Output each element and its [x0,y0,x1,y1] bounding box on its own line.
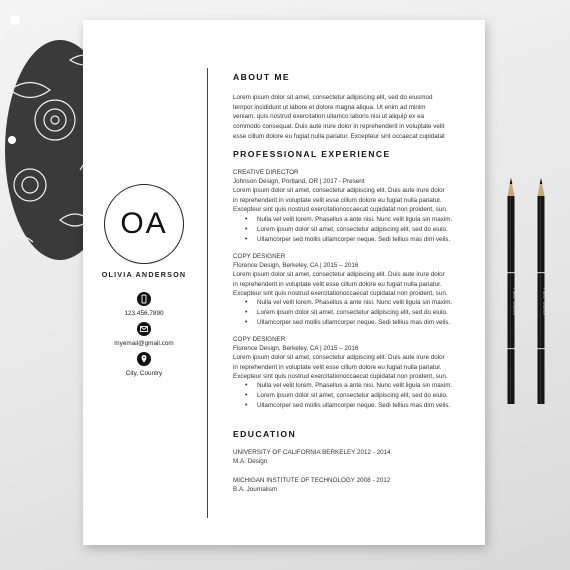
list-item: • Nulla vel velit lorem. Phasellus a ante nisi. Nunc velit ligula sin maxim. [245,298,465,308]
pencil-brand-label: Faber-Castell [512,288,517,316]
list-item: • Ullamcorper sed mollis ullamcorper neque. Sedi tellius mas dim velis. [245,401,465,411]
job-company: Florence Design, Berkeley, CA | 2015 – 2016 [233,345,359,352]
pencil-left [505,178,517,404]
job-title: COPY DESIGNER [233,253,286,260]
email-icon [137,322,151,336]
job-bullets [245,215,465,245]
phone-icon [137,292,151,306]
location-icon [137,352,151,366]
job-bullets [245,298,465,328]
list-item: • Nulla vel velit lorem. Phasellus a ante nisi. Nunc velit ligula sin maxim. [245,215,465,225]
education-heading: EDUCATION [233,429,297,439]
email-address: myemail@gmail.com [114,340,174,347]
job-description: Lorem ipsum dolor sit amet, consectetur adipiscing elit. Duis aute irure dolor in reprehenderit in voluptate velit esse cillum dolore eu fugiat nulla pariatur. Excepteur sint quis nostrud exercitationoccaecat cupidatat non proident, sun. [233,354,448,381]
job-description: Lorem ipsum dolor sit amet, consectetur adipiscing elit. Duis aute irure dolor in reprehenderit in voluptate velit esse cillum dolore eu fugiat nulla pariatur. Excepteur sint quis nostrud exercitationoccaecat cupidatat non proident, sun. [233,271,448,298]
job-title: CREATIVE DIRECTOR [233,169,299,176]
job-company: Florence Design, Berkeley, CA | 2015 – 2016 [233,262,359,269]
list-item: • Lorem ipsum dolor sit amet, consectetur adipiscing elit, sed do eiulo. [245,391,465,401]
list-item: • Lorem ipsum dolor sit amet, consectetur adipiscing elit, sed do eiulo. [245,225,465,235]
job-company: Johnson Design, Portland, OR | 2017 - Present [233,178,365,185]
phone-number: 123.456.7890 [124,310,164,317]
column-divider [207,68,208,518]
pencil-right [535,178,547,404]
job-title: COPY DESIGNER [233,336,286,343]
resume-page [83,20,485,545]
job-bullets [245,381,465,411]
education-degree: B.A. Journalism [233,486,278,493]
list-item: • Ullamcorper sed mollis ullamcorper neque. Sedi tellius mas dim velis. [245,318,465,328]
list-item: • Lorem ipsum dolor sit amet, consectetur adipiscing elit, sed do eiulo. [245,308,465,318]
experience-heading: PROFESSIONAL EXPERIENCE [233,149,391,159]
job-description: Lorem ipsum dolor sit amet, consectetur adipiscing elit. Duis aute irure dolor in reprehenderit in voluptate velit esse cillum dolore eu fugiat nulla pariatur. Excepteur sint quis nostrud exercitationoccaecat cupidatat non proident, sun. [233,187,448,214]
about-heading: ABOUT ME [233,72,291,82]
pencil-brand-label: Faber-Castell [542,288,547,316]
education-school: UNIVERSITY OF CALIFORNIA BERKELEY 2012 - 2014 [233,449,391,456]
education-school: MICHIGAN INSTITUTE OF TECHNOLOGY 2008 - 2012 [233,477,391,484]
list-item: • Nulla vel velit lorem. Phasellus a ante nisi. Nunc velit ligula sin maxim. [245,381,465,391]
list-item: • Ullamcorper sed mollis ullamcorper neque. Sedi tellius mas dim velis. [245,235,465,245]
monogram-text: OA [120,207,168,240]
education-degree: M.A. Design [233,458,268,465]
location-text: City, Country [125,370,163,377]
about-paragraph: Lorem ipsum dolor sit amet, consectetur adipiscing elit, sed do eiusmod tempor incididunt ut labore et dolore magna aliqua. Ut enim ad minim veniam, quis nostrud exercitation ullamco laboris nisi ut aliquip ex ea commodo consequat. Duis aute irure dolor in reprehenderit in voluptate velit esse cillum dolore eu fugiat nulla pariatur. Excepteur sint occaecat cupidatat [233,94,445,140]
candidate-name: OLIVIA ANDERSON [101,270,187,279]
monogram-circle [104,184,184,264]
